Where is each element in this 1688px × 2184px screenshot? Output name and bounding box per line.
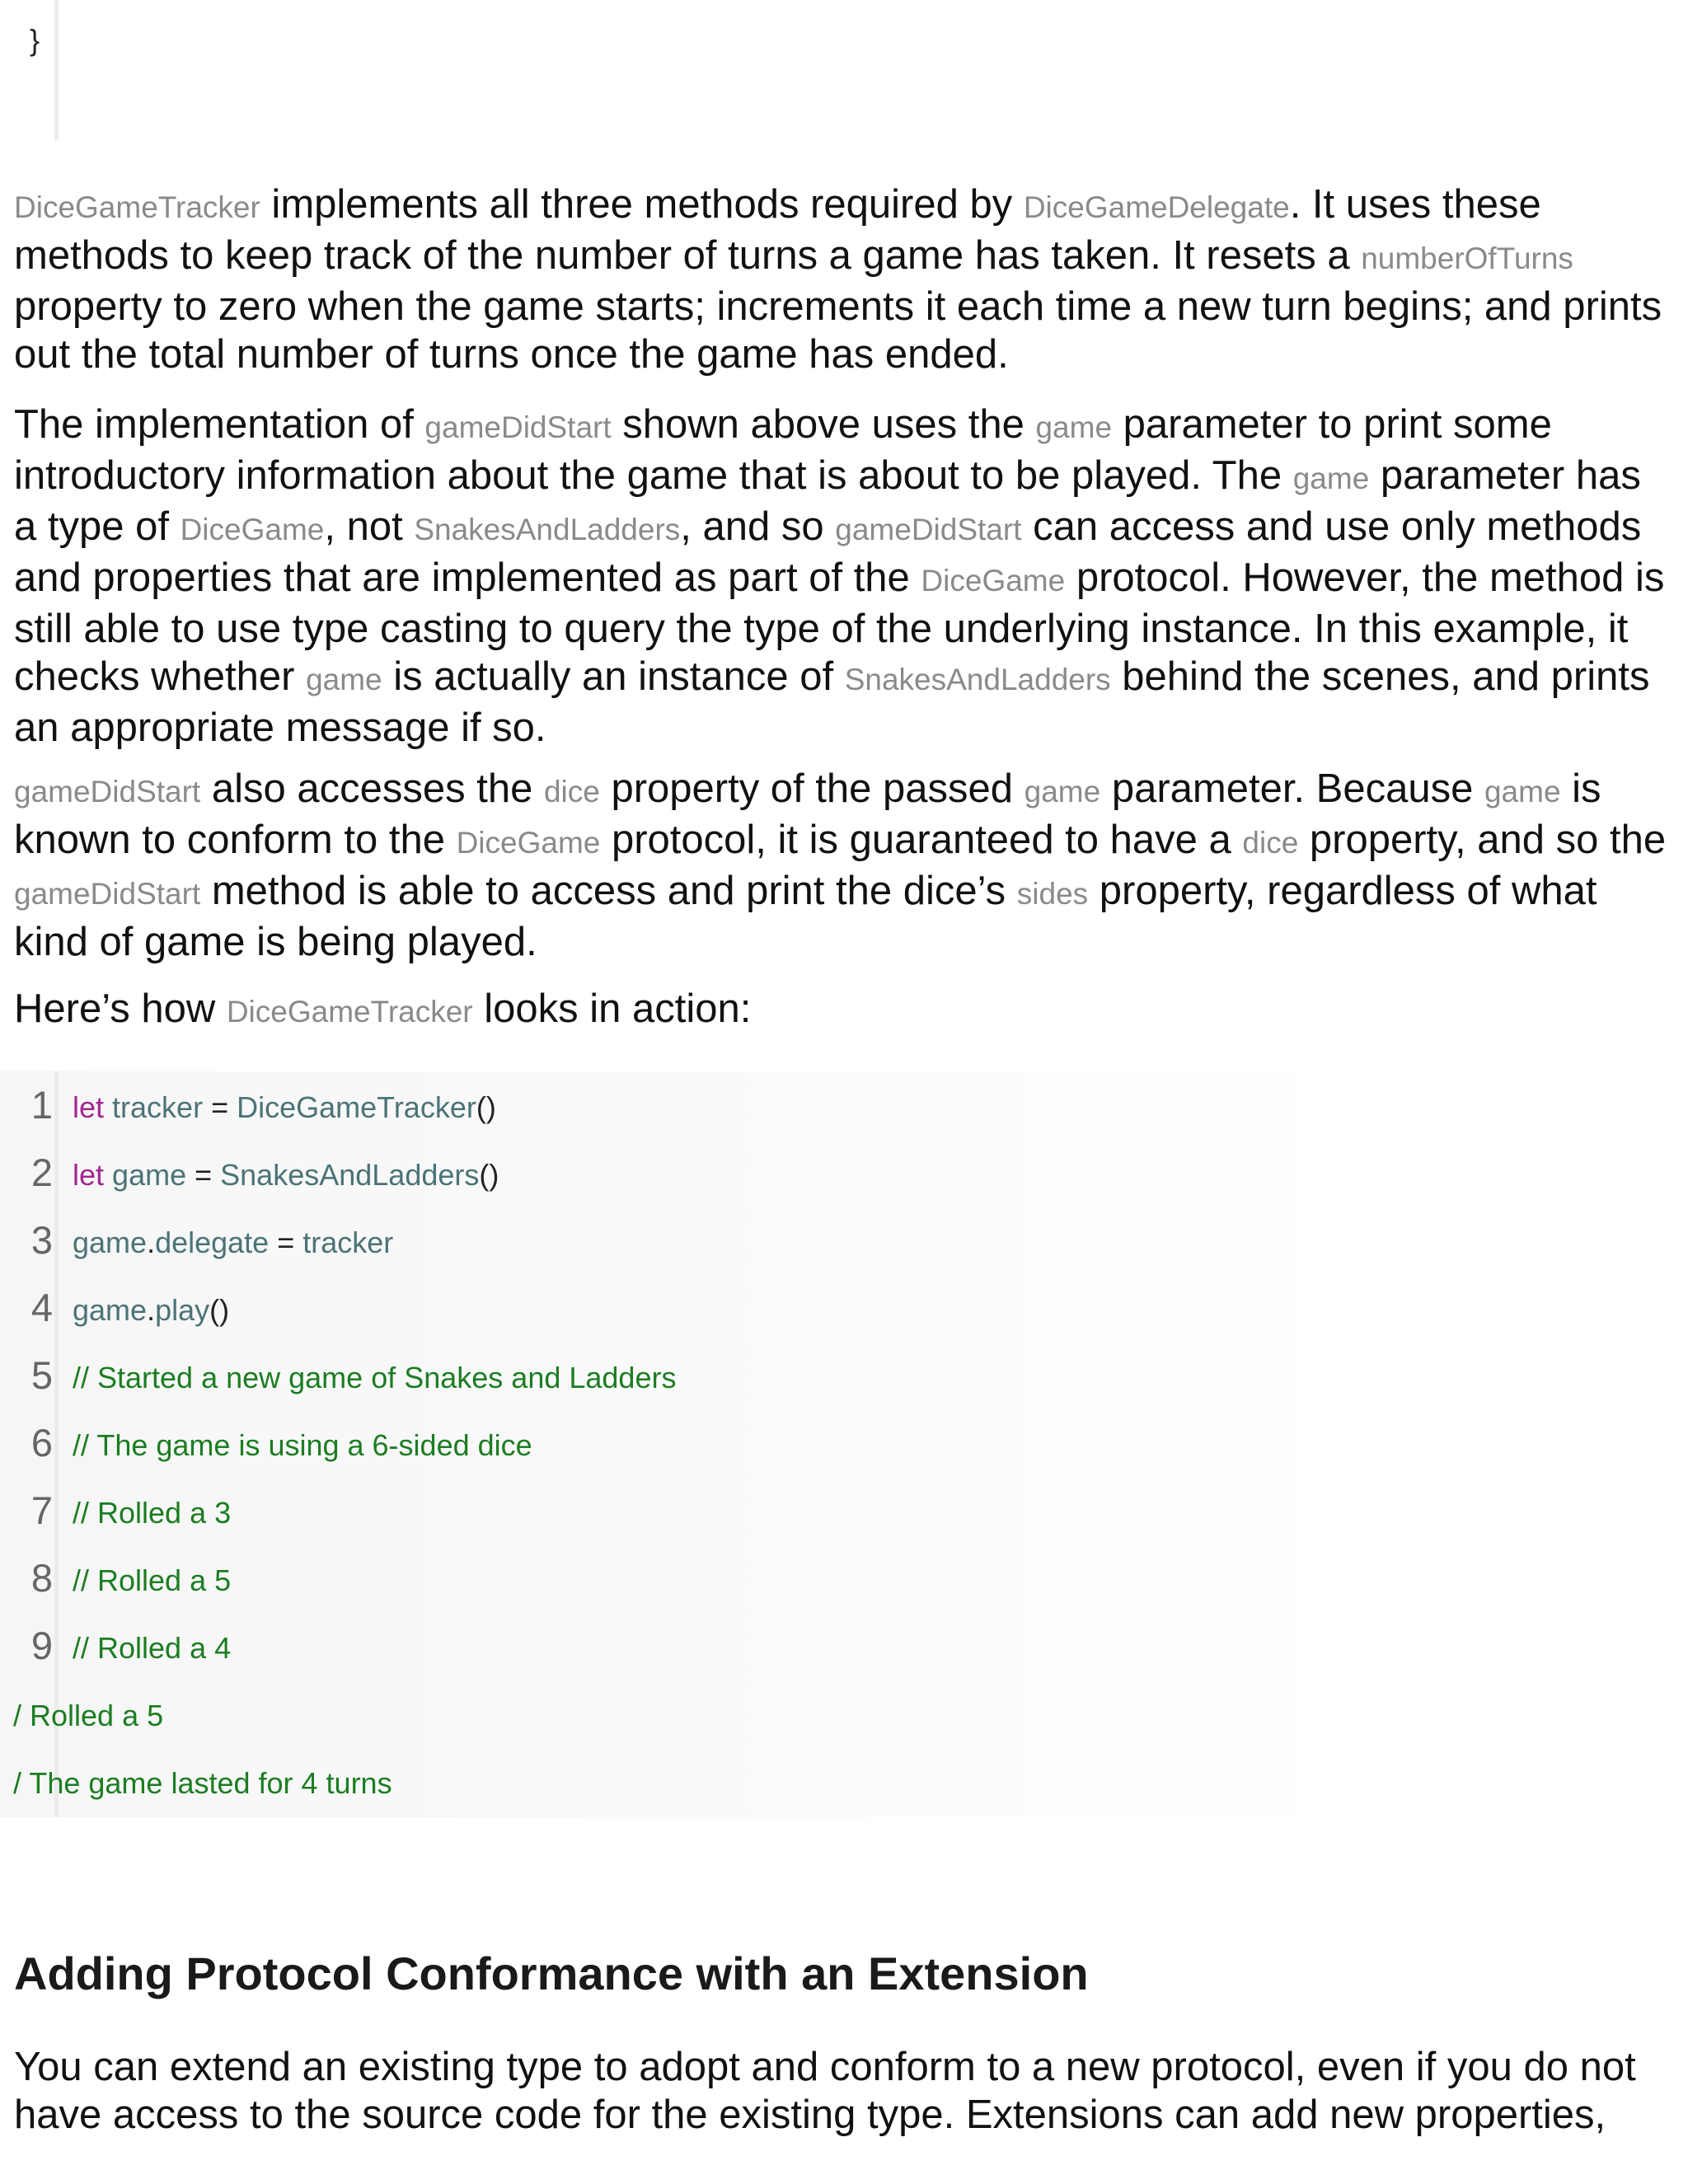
code-comment: // Rolled a 4	[73, 1631, 232, 1665]
code-token: .	[147, 1226, 156, 1259]
code-text	[73, 1274, 229, 1347]
text-run: also accesses the	[200, 766, 544, 811]
code-line	[0, 1612, 1688, 1680]
text-run: protocol, it is guaranteed to have a	[600, 818, 1243, 862]
text-run: , and so	[680, 504, 836, 549]
code-comment: // Started a new game of Snakes and Ladders	[73, 1361, 677, 1394]
line-number: 9	[30, 1624, 53, 1667]
code-gutter	[54, 0, 59, 140]
line-number: 4	[30, 1286, 53, 1329]
code-comment: // The game is using a 6-sided dice	[73, 1428, 532, 1462]
code-token: .	[147, 1293, 156, 1327]
code-comment: // Rolled a 5	[73, 1563, 232, 1597]
inline-code: DiceGameDelegate	[1023, 190, 1290, 224]
inline-code: game	[1035, 410, 1113, 444]
inline-code: SnakesAndLadders	[844, 663, 1111, 696]
inline-code: DiceGameTracker	[226, 995, 473, 1029]
paragraph-tracker-overview	[14, 180, 1671, 378]
text-run: , not	[324, 504, 415, 549]
text-run: . It uses these methods to keep track of the number of turns a game has taken. It resets a	[14, 182, 1541, 278]
code-token: =	[186, 1158, 221, 1192]
line-number: 6	[30, 1421, 53, 1465]
text-run: shown above uses the	[611, 402, 1036, 447]
code-line	[0, 1477, 1688, 1544]
text-run: The implementation of	[14, 402, 425, 447]
inline-code: game	[1292, 462, 1370, 495]
code-line	[0, 1207, 1688, 1274]
line-number: 1	[30, 1083, 53, 1127]
paragraph-in-action	[14, 985, 1671, 1036]
line-number: 8	[30, 1556, 53, 1600]
code-text	[73, 1071, 496, 1144]
paragraph-extension-intro: You can extend an existing type to adopt and conform to a new protocol, even if you do not have access to the source code for the existing type. Extensions can add new properties,	[14, 2045, 1636, 2137]
closing-brace: }	[30, 23, 40, 57]
paragraph-game-did-start	[14, 401, 1671, 752]
code-token: =	[269, 1226, 303, 1259]
code-line	[0, 1544, 1688, 1612]
code-token: =	[203, 1090, 237, 1124]
text-run: property, regardless of what kind of game is being played.	[14, 869, 1597, 964]
text-run: method is able to access and print the dice’s	[200, 869, 1017, 913]
code-comment: // Rolled a 3	[73, 1496, 232, 1530]
text-run: parameter has a type of	[14, 453, 1641, 549]
code-line	[0, 1071, 1688, 1139]
line-number: 7	[30, 1488, 53, 1532]
text-run: implements all three methods required by	[260, 182, 1024, 227]
code-token: ()	[479, 1158, 499, 1192]
inline-code: dice	[543, 775, 600, 808]
code-line	[0, 1274, 1688, 1342]
identifier: SnakesAndLadders	[220, 1158, 480, 1192]
code-line	[0, 1409, 1688, 1477]
code-line	[0, 1680, 1688, 1747]
inline-code: gameDidStart	[14, 775, 201, 808]
paragraph-dice-property	[14, 765, 1671, 966]
code-comment: / Rolled a 5	[13, 1699, 164, 1732]
identifier: game	[112, 1158, 187, 1192]
text-run: behind the scenes, and prints an appropriate message if so.	[14, 654, 1650, 750]
line-number: 3	[30, 1218, 53, 1262]
code-token: ()	[476, 1090, 496, 1124]
inline-code: SnakesAndLadders	[414, 513, 681, 546]
keyword: let	[73, 1158, 105, 1192]
inline-code: game	[1024, 775, 1101, 808]
code-fragment-top	[0, 0, 495, 140]
code-text	[73, 1139, 499, 1212]
inline-code: DiceGame	[456, 826, 601, 860]
code-token: ()	[209, 1293, 230, 1327]
text-run: can access and use only methods and properties that are implemented as part of the	[14, 504, 1642, 600]
inline-code: DiceGameTracker	[14, 190, 260, 224]
inline-code: DiceGame	[921, 564, 1066, 598]
inline-code: gameDidStart	[424, 410, 612, 444]
text-run: property of the passed	[599, 766, 1025, 811]
inline-code: game	[1484, 775, 1561, 808]
text-run: parameter. Because	[1100, 766, 1484, 811]
identifier: game	[73, 1293, 148, 1327]
text-run: parameter to print some introductory information about the game that is about to be played. The	[14, 402, 1552, 498]
identifier: tracker	[112, 1090, 204, 1124]
code-listing	[0, 1071, 1688, 1817]
code-line	[0, 1139, 1688, 1207]
code-line	[0, 1747, 1688, 1815]
text-run: looks in action:	[472, 987, 752, 1031]
inline-code: gameDidStart	[14, 877, 201, 911]
inline-code: dice	[1242, 826, 1299, 860]
inline-code: numberOfTurns	[1361, 241, 1573, 275]
inline-code: DiceGame	[180, 513, 325, 546]
inline-code: game	[306, 663, 382, 696]
line-number: 5	[30, 1353, 53, 1397]
text-run: protocol. However, the method is still able to use type casting to query the type of the underlying instance. In this example, it checks whether	[14, 555, 1665, 699]
code-token	[104, 1158, 112, 1192]
code-line	[0, 1342, 1688, 1409]
inline-code: gameDidStart	[835, 513, 1022, 546]
text-run: Here’s how	[14, 987, 227, 1031]
identifier: delegate	[155, 1226, 270, 1259]
text-run: is actually an instance of	[382, 654, 845, 699]
section-heading: Adding Protocol Conformance with an Extension	[14, 1947, 1089, 1999]
text-run: property to zero when the game starts; increments it each time a new turn begins; and prints out the total number of turns once the game has ended.	[14, 284, 1662, 377]
inline-code: sides	[1016, 877, 1089, 911]
identifier: DiceGameTracker	[237, 1090, 476, 1124]
code-text	[73, 1207, 393, 1279]
code-token	[104, 1090, 112, 1124]
identifier: play	[155, 1293, 210, 1327]
keyword: let	[73, 1090, 105, 1124]
identifier: tracker	[302, 1226, 394, 1259]
identifier: game	[73, 1226, 148, 1259]
code-comment: / The game lasted for 4 turns	[13, 1766, 392, 1800]
line-number: 2	[30, 1151, 53, 1194]
text-run: property, and so the	[1298, 818, 1667, 862]
text-run: is known to conform to the	[14, 766, 1601, 862]
